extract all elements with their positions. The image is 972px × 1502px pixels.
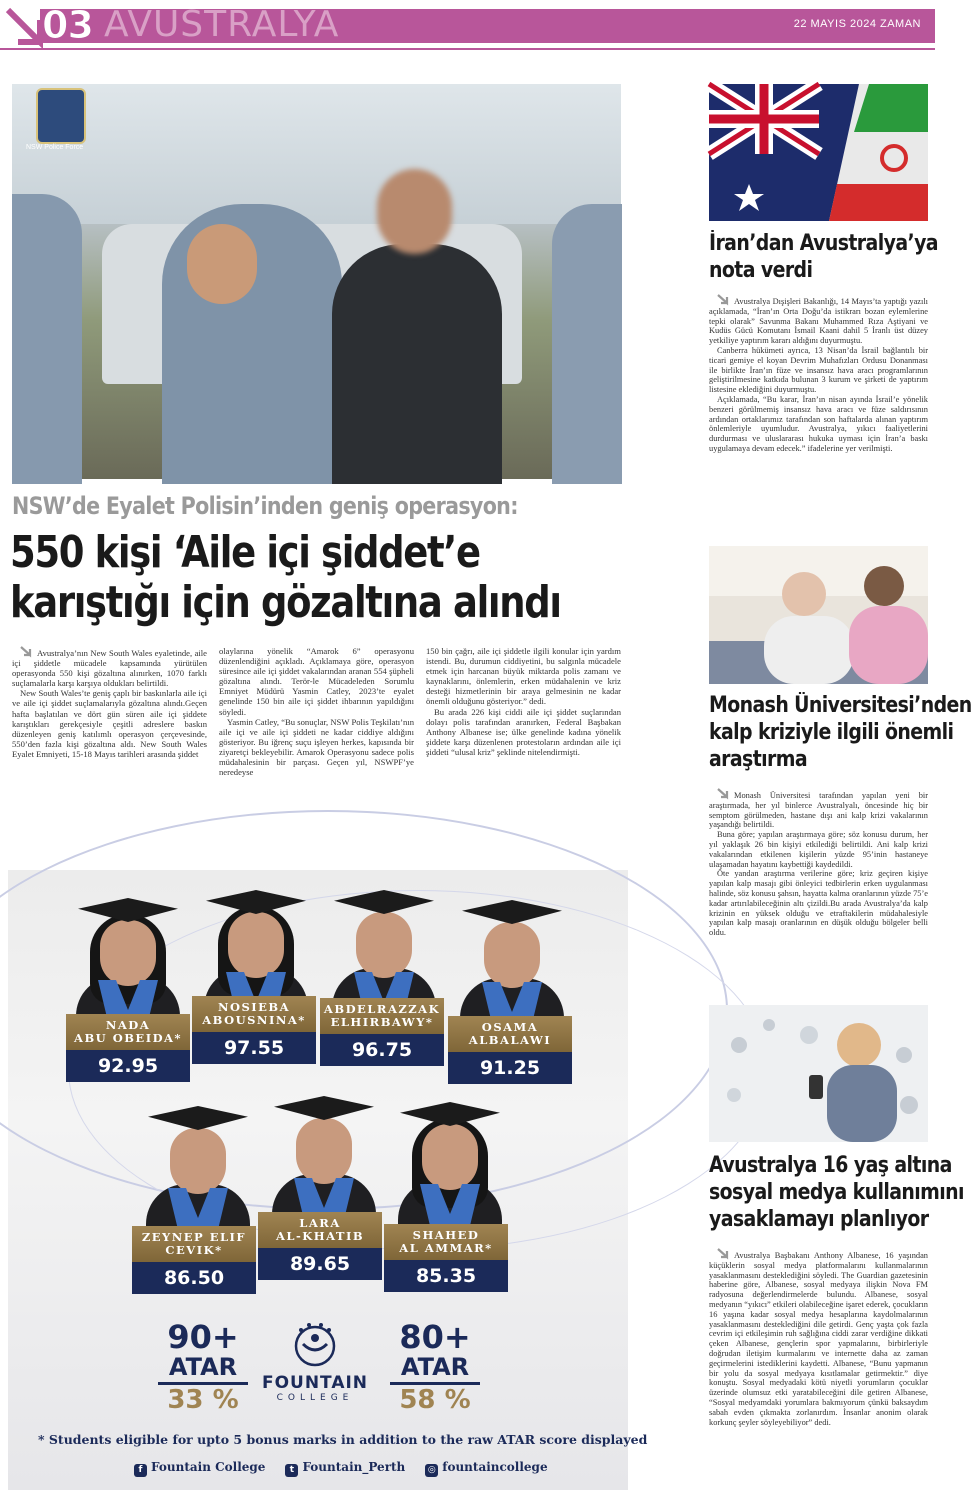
article-body	[12, 646, 622, 777]
twitter-icon: t	[285, 1464, 298, 1477]
badge-caption: NSW Police Force	[26, 144, 84, 151]
student-score: 91.25	[448, 1052, 572, 1084]
social-media-image	[709, 1005, 928, 1142]
section-arrow-icon	[6, 6, 44, 44]
fountain-college-logo: FOUNTAIN COLLEGE	[250, 1322, 380, 1403]
arrow-icon	[717, 1248, 731, 1259]
student-photo	[68, 898, 188, 1028]
side-story-2-title: Monash Üniversitesi’nden kalp kriziyle ilgili önemli araştırma	[709, 693, 972, 772]
student-plate: NADA ABU OBEIDA* 92.95	[66, 1014, 190, 1086]
student-plate: ZEYNEP ELIF CEVIK* 86.50	[132, 1226, 256, 1298]
heart-research-image	[709, 546, 928, 684]
side-story-3-body: Avustralya Başbakanı Anthony Albanese, 16 yaşından küçüklerin sosyal medya platformalarını kullanmalarının yasaklanmasını desteklediğini söyledi. The Guardian gazetesinin haberine göre, Albanese, sosyal medyaya ilişkin Nova FM radyosuna değerlendirmelerde bulundu. Albanese, sosyal medyanın “yıkıcı” etkileri olabileceğine işaret ederek, çocukların 16 yaşına kadar sosyal medya hesaplarına kaydolmalarının yasaklanmasını desteklediğini dile getirdi. Genç yaşta çok fazla cevrim içi etkileşimin ruh sağlığına ciddi zarar verdiğine dikkati çeken Albanese, gençlerin spor yapmalarını, birbirleriyle doğrudan iletişim kurmalarını ve internette daha az zaman geçirmelerini istediklerini kaydetti. Albanese, “Bunu yapmanın bir yolu da sosyal medyaya kısıtlamalar getirmektir.” diye konuştu. Sosyal medyadaki kötü niyetli yorumların çocuklar üzerinde olumsuz etki yaratabileceğini dile getiren Albanese, “Sosyal medyamdaki yorumlara bakmıyorum çünkü baksaydım sabah evden çıkmakta zorlanırdım. İnsanlar anonim olarak korkunç şeyler söyleyebiliyor” dedi.	[709, 1248, 928, 1427]
article-column-2: olaylarına yönelik “Amarok 6” operasyonu düzenlendiğini açıkladı. Açıklamaya göre, operasyon süresince aile içi şiddet vakalarından aranan 554 şüpheli gözaltına alındı. Terör-le Mücadeleden Sorumlu Emniyet Müdürü Yasmin Catley, 2023’te eyalet genelinde 150 bin aile içi şiddet ihbarının yapıldığını söyledi. Yasmin Catley, “Bu sonuçlar, NSW Polis Teşkilatı’nın aile içi ve aile içi şiddeti ne kadar ciddiye aldığını gösteriyor. Bu iğrenç suçu işleyen herkes, kapısında bir ziyaretçi bekleyebilir. Amarok Operasyonu sadece polis müdahalesinin bir parçası. Geçen yıl, NSWPF’ye neredeyse	[219, 646, 414, 778]
article-kicker: NSW’de Eyalet Polisin’inden geniş operasyon:	[12, 492, 518, 520]
student-score: 86.50	[132, 1262, 256, 1294]
arrow-icon	[717, 788, 731, 799]
flags-photo	[709, 84, 928, 221]
student-plate: OSAMA ALBALAWI 91.25	[448, 1016, 572, 1088]
side-story-2-body: Monash Üniversitesi tarafından yapılan yeni bir araştırmada, her yıl binlerce Avustralyalı, öncesinde hiç bir semptom görülmeden, hastane dışı ani kalp krizi vakalarının yaşandığı belirtildi. Buna göre; yapılan araştırmaya göre; söz konusu durum, her yıl yaklaşık 26 bin kişiyi etkilediği belirtildi. Ani kalp krizi vakalarından etkilenen kişilerin yüzde 95’inin hastaneye ulaşamadan hayatını kaybettiği kaydedildi. Öte yandan araştırma verilerine göre; kriz geçiren kişiye yapılan kalp masajı gibi önleyici tedbirlerin erken uygulanması halinde, söz konusu şahsın, hayatta kalma oranlarının yüzde 75’e kadar artırılabileceğinin altı çizildi.Bu arada Avustralya’da kalp krizinin en yüksek olduğu ve etraftakilerin müdahalesiyle yapılan kalp masajı oranlarının en düşük olduğu bölgeler belli oldu.	[709, 788, 928, 938]
student-photo	[264, 1096, 384, 1226]
student-plate: LARA AL-KHATIB 89.65	[258, 1212, 382, 1284]
article-column-3: 150 bin çağrı, aile içi şiddetle ilgili konular için yardım istendi. Bu, durumun ciddiyetini, bu salgınla mücadele etmek için harcanan büyük miktarda polis zamanı ve kaynaklarını, önlemlerin, erken müdahalenin ve kriz desteği hizmetlerinin bir araya gelmesinin ne kadar önemli olduğunu gösteriyor.” dedi. Bu arada 226 kişi ciddi aile içi şiddet suçlarından dolayı polis tarafından aranırken, Federal Başbakan Anthony Albanese ise; ülke genelinde kadına yönelik şiddete karşı düzenlenen protestoların ardından aile içi şiddeti “ulusal kriz” şeklinde nitelendirmişti.	[426, 646, 621, 757]
student-plate: SHAHED AL AMMAR* 85.35	[384, 1224, 508, 1296]
section-title: AVUSTRALYA	[104, 4, 340, 45]
student-score: 92.95	[66, 1050, 190, 1082]
arrow-icon	[717, 294, 731, 305]
australia-iran-flags-image	[709, 84, 928, 221]
college-logo-icon	[289, 1322, 341, 1368]
stat-90-atar: 90+ ATAR 33 %	[158, 1320, 248, 1415]
doctor-patient-photo	[709, 546, 928, 684]
page-number: 03	[42, 3, 93, 47]
teen-phone-photo	[709, 1005, 928, 1142]
page-header	[0, 0, 935, 52]
student-score: 89.65	[258, 1248, 382, 1280]
student-score: 96.75	[320, 1034, 444, 1066]
twitter-link[interactable]: t Fountain_Perth	[285, 1460, 405, 1477]
student-photo	[452, 900, 572, 1030]
student-score: 85.35	[384, 1260, 508, 1292]
facebook-icon: f	[134, 1464, 147, 1477]
side-story-1-body: Avustralya Dışişleri Bakanlığı, 14 Mayıs’ta yaptığı yazılı açıklamada, “İran’ın Orta Doğu’da istikrarı bozan eylemlerine tepki olarak” Savunma Bakanı Muhammed Rıza Aştiyani ve Kudüs Gücü Komutanı İsmail Kaani dahil 5 İranlı üst düzey yetkiliye yaptırım kararı aldığını duyurmuştu. Canberra hükümeti ayrıca, 13 Nisan’da İsrail bağlantılı bir ticari gemiye el koyan Devrim Muhafızları Ordusu Donanması ile birlikte İran’ın füze ve insansız hava aracı programlarının geliştirilmesine katkıda bulunan 3 kurum ve şirketi de yaptırım listesine eklediğini duyurmuştu. Açıklamada, “Bu karar, İran’ın nisan ayında İsrail’e yönelik benzeri görülmemiş insansız hava aracı ve füze saldırısının ardından ortaklarımız tarafından son haftalarda alınan yaptırım önlemleriyle uyumludur. Avustralya, yıkıcı faaliyetlerini durdurması ve uluslararası hukuka uyması için İran’a baskı uygulamaya devam edecek.” ifadelerine yer verilmişti.	[709, 294, 928, 454]
student-photo	[138, 1106, 258, 1236]
ad-socials	[134, 1460, 548, 1477]
student-photo	[390, 1102, 510, 1232]
stat-80-atar: 80+ ATAR 58 %	[390, 1320, 480, 1415]
side-story-3-title: Avustralya 16 yaş altına sosyal medya kullanımını yasaklamayı planlıyor	[709, 1153, 964, 1232]
facebook-link[interactable]: f Fountain College	[134, 1460, 265, 1477]
police-badge-icon	[36, 88, 86, 144]
arrow-icon	[20, 646, 34, 657]
article-headline: 550 kişi ‘Aile içi şiddet’e karıştığı için gözaltına alındı	[10, 527, 561, 628]
instagram-link[interactable]: ◎ fountaincollege	[425, 1460, 547, 1477]
side-story-1-title: İran’dan Avustralya’ya nota verdi	[709, 231, 938, 283]
student-plate: ABDELRAZZAK ELHIRBAWY* 96.75	[320, 998, 444, 1070]
student-plate: NOSIEBA ABOUSNINA* 97.55	[192, 996, 316, 1068]
main-photo	[12, 84, 621, 479]
student-score: 97.55	[192, 1032, 316, 1064]
instagram-icon: ◎	[425, 1464, 438, 1477]
issue-date: 22 MAYIS 2024 ZAMAN	[793, 18, 921, 30]
article-column-1: Avustralya’nın New South Wales eyaletinde, aile içi şiddetle mücadele kapsamında yürütülen operasyonda 550 kişi gözaltına alınırken, 1070 farklı suçlamalarla karşı karşıya oldukları belirtildi. New South Wales’te geniş çaplı bir baskınlarla aile içi ve aile içi şiddet suçlamalarıyla gözaltına alındı.Geçen hafta başlatılan ve dört gün süren aile içi şiddete karıştıkları gerekçesiyle çeşitli adreslere baskın düzenleyen geniş katılımlı operasyon çerçevesinde, 550’den fazla kişi gözaltına aldı. New South Wales Eyalet Emniyeti, 15-18 Mayıs tarihleri arasında şiddet	[12, 648, 207, 759]
ad-footnote: * Students eligible for upto 5 bonus marks in addition to the raw ATAR score displayed	[38, 1432, 648, 1447]
